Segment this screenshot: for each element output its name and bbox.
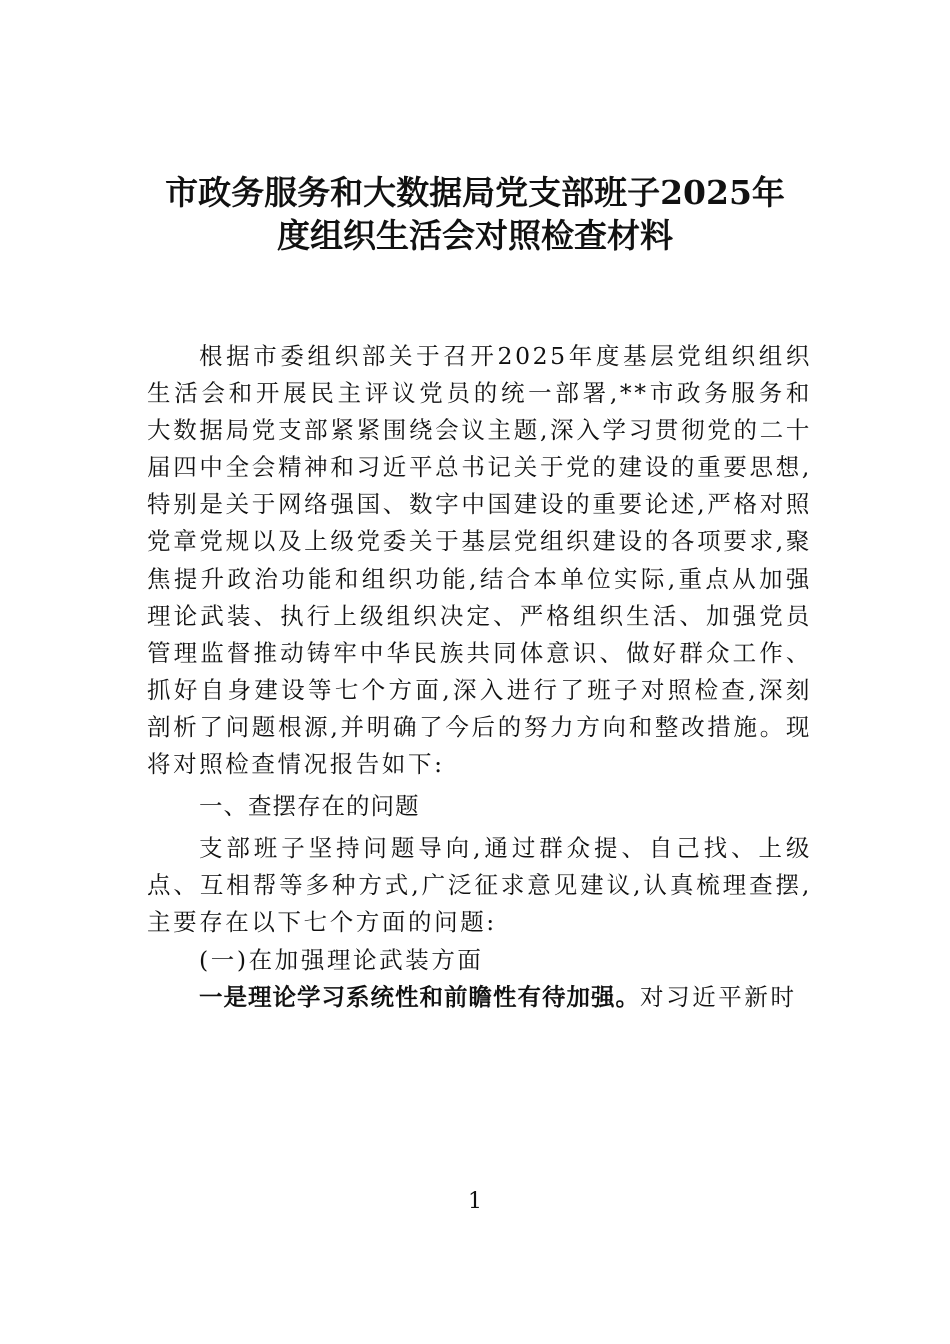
section-1-paragraph: 支部班子坚持问题导向,通过群众提、自己找、上级点、互相帮等多种方式,广泛征求意见建议,认真梳理查摆,主要存在以下七个方面的问题: bbox=[147, 834, 812, 937]
point-1-text: 对习近平新时 bbox=[640, 982, 797, 1011]
page-number: 1 bbox=[468, 1189, 482, 1214]
section-heading-1: 一、查摆存在的问题 bbox=[199, 792, 420, 821]
point-1-paragraph bbox=[147, 979, 812, 1016]
document-title-line-1: 市政务服务和大数据局党支部班子2025年 bbox=[165, 173, 785, 212]
document-body bbox=[147, 338, 812, 1016]
subsection-heading-1: (一)在加强理论武装方面 bbox=[199, 945, 484, 974]
point-1-lead: 一是理论学习系统性和前瞻性有待加强。 bbox=[199, 982, 640, 1011]
document-title-line-2: 度组织生活会对照检查材料 bbox=[277, 216, 673, 255]
intro-paragraph: 根据市委组织部关于召开2025年度基层党组织组织生活会和开展民主评议党员的统一部署,**市政务服务和大数据局党支部紧紧围绕会议主题,深入学习贯彻党的二十届四中全会精神和习近平总书记关于党的建设的重要思想,特别是关于网络强国、数字中国建设的重要论述,严格对照党章党规以及上级党委关于基层党组织建设的各项要求,聚焦提升政治功能和组织功能,结合本单位实际,重点从加强理论武装、执行上级组织决定、严格组织生活、加强党员管理监督推动铸牢中华民族共同体意识、做好群众工作、抓好自身建设等七个方面,深入进行了班子对照检查,深刻剖析了问题根源,并明确了今后的努力方向和整改措施。现将对照检查情况报告如下: bbox=[147, 342, 812, 779]
